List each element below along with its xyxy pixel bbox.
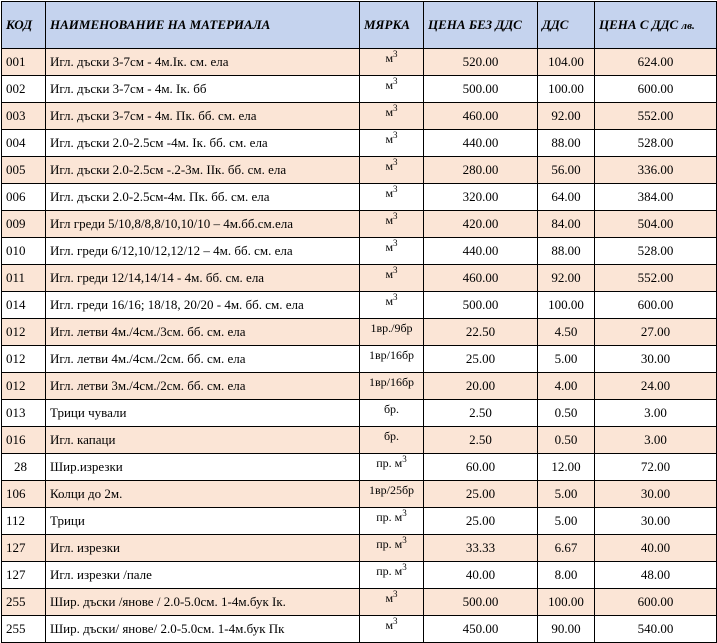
cell-price-with-vat: 30.00 [595, 508, 717, 535]
cell-unit [360, 346, 424, 373]
unit-base: пр. м [376, 510, 403, 524]
header-unit: МЯРКА [360, 2, 424, 49]
table-row [2, 535, 717, 562]
cell-code: 28 [2, 454, 46, 481]
cell-name: Трици чували [46, 400, 360, 427]
table-row [2, 562, 717, 589]
cell-price-with-vat: 30.00 [595, 346, 717, 373]
cell-unit [360, 589, 424, 616]
cell-name: Игл. дъски 3-7см - 4м. Ік. бб [46, 76, 360, 103]
cell-unit [360, 130, 424, 157]
unit-base: м [385, 213, 394, 227]
cell-name: Шир. дъски/ янове/ 2.0-5.0см. 1-4м.бук Пк [46, 616, 360, 643]
cell-code: 011 [2, 265, 46, 292]
cell-price-without-vat: 520.00 [424, 49, 538, 76]
cell-vat: 100.00 [538, 292, 595, 319]
unit-base: 1вр/16бр [368, 375, 415, 389]
cell-code: 009 [2, 211, 46, 238]
cell-price-with-vat: 600.00 [595, 589, 717, 616]
cell-vat: 88.00 [538, 238, 595, 265]
unit-base: м [385, 51, 394, 65]
cell-price-with-vat: 384.00 [595, 184, 717, 211]
cell-code: 106 [2, 481, 46, 508]
header-price-without-vat: ЦЕНА БЕЗ ДДС [424, 2, 538, 49]
cell-unit [360, 562, 424, 589]
unit-superscript: 3 [393, 211, 398, 221]
cell-code: 012 [2, 373, 46, 400]
cell-price-with-vat: 72.00 [595, 454, 717, 481]
table-row [2, 508, 717, 535]
cell-vat: 5.00 [538, 481, 595, 508]
cell-price-with-vat: 528.00 [595, 130, 717, 157]
cell-name: Игл. греди 12/14,14/14 - 4м. бб. см. ела [46, 265, 360, 292]
table-row [2, 589, 717, 616]
header-row [2, 2, 717, 49]
unit-base: бр. [383, 429, 400, 443]
unit-superscript: 3 [393, 157, 398, 167]
unit-superscript: 3 [402, 562, 407, 572]
cell-price-without-vat: 460.00 [424, 265, 538, 292]
cell-vat: 90.00 [538, 616, 595, 643]
cell-unit [360, 76, 424, 103]
cell-unit [360, 292, 424, 319]
cell-code: 255 [2, 616, 46, 643]
cell-unit [360, 103, 424, 130]
unit-base: пр. м [376, 564, 403, 578]
cell-vat: 100.00 [538, 589, 595, 616]
cell-price-without-vat: 25.00 [424, 481, 538, 508]
cell-price-without-vat: 25.00 [424, 346, 538, 373]
cell-price-without-vat: 420.00 [424, 211, 538, 238]
cell-price-without-vat: 40.00 [424, 562, 538, 589]
table-row [2, 130, 717, 157]
unit-base: м [385, 78, 394, 92]
cell-unit [360, 400, 424, 427]
cell-code: 127 [2, 562, 46, 589]
cell-price-with-vat: 336.00 [595, 157, 717, 184]
table-row [2, 157, 717, 184]
cell-vat: 0.50 [538, 427, 595, 454]
table-row [2, 454, 717, 481]
table-row [2, 292, 717, 319]
unit-base: м [385, 159, 394, 173]
cell-price-with-vat: 24.00 [595, 373, 717, 400]
cell-code: 002 [2, 76, 46, 103]
cell-price-without-vat: 440.00 [424, 130, 538, 157]
unit-base: м [385, 240, 394, 254]
unit-superscript: 3 [402, 454, 407, 464]
unit-superscript: 3 [402, 508, 407, 518]
cell-vat: 64.00 [538, 184, 595, 211]
cell-code: 012 [2, 346, 46, 373]
table-row [2, 76, 717, 103]
cell-price-with-vat: 528.00 [595, 238, 717, 265]
unit-base: м [385, 294, 394, 308]
cell-name: Трици [46, 508, 360, 535]
cell-price-with-vat: 540.00 [595, 616, 717, 643]
cell-price-without-vat: 22.50 [424, 319, 538, 346]
cell-price-with-vat: 600.00 [595, 292, 717, 319]
unit-superscript: 3 [402, 535, 407, 545]
table-row [2, 103, 717, 130]
cell-vat: 92.00 [538, 265, 595, 292]
cell-unit [360, 373, 424, 400]
header-price-with-vat [595, 2, 717, 49]
unit-base: м [385, 105, 394, 119]
cell-code: 016 [2, 427, 46, 454]
unit-base: пр. м [376, 456, 403, 470]
unit-base: 1вр/16бр [368, 348, 415, 362]
table-row [2, 346, 717, 373]
unit-superscript: 3 [393, 292, 398, 302]
cell-code: 255 [2, 589, 46, 616]
cell-price-without-vat: 280.00 [424, 157, 538, 184]
cell-unit [360, 319, 424, 346]
cell-unit [360, 616, 424, 643]
cell-price-without-vat: 500.00 [424, 292, 538, 319]
cell-vat: 4.00 [538, 373, 595, 400]
cell-name: Шир. дъски /янове / 2.0-5.0см. 1-4м.бук Ік. [46, 589, 360, 616]
unit-base: 1вр./9бр [370, 321, 413, 335]
table-row [2, 265, 717, 292]
cell-price-with-vat: 552.00 [595, 103, 717, 130]
unit-base: м [385, 267, 394, 281]
cell-unit [360, 427, 424, 454]
cell-unit [360, 481, 424, 508]
cell-unit [360, 265, 424, 292]
cell-vat: 84.00 [538, 211, 595, 238]
table-row [2, 400, 717, 427]
cell-code: 003 [2, 103, 46, 130]
cell-name: Игл. капаци [46, 427, 360, 454]
cell-vat: 92.00 [538, 103, 595, 130]
header-price-with-vat-currency: лв. [681, 20, 695, 32]
unit-superscript: 3 [393, 238, 398, 248]
price-list-table [1, 1, 717, 643]
cell-price-without-vat: 2.50 [424, 427, 538, 454]
cell-price-without-vat: 460.00 [424, 103, 538, 130]
cell-price-with-vat: 552.00 [595, 265, 717, 292]
cell-code: 006 [2, 184, 46, 211]
header-vat: ДДС [538, 2, 595, 49]
cell-unit [360, 535, 424, 562]
table-row [2, 319, 717, 346]
unit-base: 1вр/25бр [368, 483, 415, 497]
cell-vat: 56.00 [538, 157, 595, 184]
unit-superscript: 3 [393, 130, 398, 140]
cell-price-with-vat: 3.00 [595, 400, 717, 427]
cell-unit [360, 157, 424, 184]
unit-base: пр. м [376, 537, 403, 551]
unit-base: м [385, 618, 394, 632]
cell-name: Игл. летви 4м./4см./2см. бб. см. ела [46, 346, 360, 373]
cell-name: Игл. дъски 2.0-2.5см -.2-3м. ІІк. бб. см. ела [46, 157, 360, 184]
cell-price-with-vat: 504.00 [595, 211, 717, 238]
table-row [2, 211, 717, 238]
cell-unit [360, 238, 424, 265]
cell-vat: 88.00 [538, 130, 595, 157]
cell-name: Игл. летви 3м./4см./2см. бб. см. ела [46, 373, 360, 400]
table-row [2, 616, 717, 643]
cell-name: Игл. греди 6/12,10/12,12/12 – 4м. бб. см. ела [46, 238, 360, 265]
unit-base: м [385, 591, 394, 605]
cell-vat: 4.50 [538, 319, 595, 346]
cell-vat: 104.00 [538, 49, 595, 76]
cell-price-with-vat: 40.00 [595, 535, 717, 562]
unit-base: бр. [383, 402, 400, 416]
cell-vat: 12.00 [538, 454, 595, 481]
table-row [2, 373, 717, 400]
table-row [2, 49, 717, 76]
unit-superscript: 3 [393, 103, 398, 113]
table-row [2, 481, 717, 508]
cell-code: 127 [2, 535, 46, 562]
cell-vat: 5.00 [538, 508, 595, 535]
table-row [2, 427, 717, 454]
cell-vat: 6.67 [538, 535, 595, 562]
unit-base: м [385, 186, 394, 200]
cell-price-with-vat: 3.00 [595, 427, 717, 454]
cell-vat: 5.00 [538, 346, 595, 373]
cell-name: Игл. изрезки /пале [46, 562, 360, 589]
cell-price-without-vat: 450.00 [424, 616, 538, 643]
table-row [2, 184, 717, 211]
cell-name: Игл. дъски 3-7см - 4м. Пк. бб. см. ела [46, 103, 360, 130]
cell-price-with-vat: 27.00 [595, 319, 717, 346]
unit-superscript: 3 [393, 184, 398, 194]
cell-name: Игл. летви 4м./4см./3см. бб. см. ела [46, 319, 360, 346]
header-code: КОД [2, 2, 46, 49]
cell-code: 005 [2, 157, 46, 184]
cell-price-without-vat: 440.00 [424, 238, 538, 265]
cell-vat: 0.50 [538, 400, 595, 427]
cell-unit [360, 454, 424, 481]
cell-price-without-vat: 2.50 [424, 400, 538, 427]
cell-price-without-vat: 33.33 [424, 535, 538, 562]
cell-price-without-vat: 320.00 [424, 184, 538, 211]
cell-price-with-vat: 48.00 [595, 562, 717, 589]
cell-name: Игл. греди 16/16; 18/18, 20/20 - 4м. бб. см. ела [46, 292, 360, 319]
cell-name: Игл. дъски 3-7см - 4м.Ік. см. ела [46, 49, 360, 76]
cell-name: Колци до 2м. [46, 481, 360, 508]
cell-vat: 100.00 [538, 76, 595, 103]
unit-superscript: 3 [393, 589, 398, 599]
cell-code: 013 [2, 400, 46, 427]
unit-superscript: 3 [393, 265, 398, 275]
cell-code: 004 [2, 130, 46, 157]
cell-name: Игл греди 5/10,8/8,8/10,10/10 – 4м.бб.см.ела [46, 211, 360, 238]
cell-price-with-vat: 30.00 [595, 481, 717, 508]
cell-price-without-vat: 500.00 [424, 76, 538, 103]
cell-price-with-vat: 624.00 [595, 49, 717, 76]
unit-base: м [385, 132, 394, 146]
table-row [2, 238, 717, 265]
unit-superscript: 3 [393, 49, 398, 59]
cell-code: 012 [2, 319, 46, 346]
cell-name: Игл. дъски 2.0-2.5см-4м. Пк. бб. см. ела [46, 184, 360, 211]
cell-price-without-vat: 60.00 [424, 454, 538, 481]
cell-name: Игл. дъски 2.0-2.5см -4м. Ік. бб. см. ела [46, 130, 360, 157]
cell-price-with-vat: 600.00 [595, 76, 717, 103]
header-price-with-vat-label: ЦЕНА С ДДС [599, 17, 679, 32]
cell-unit [360, 184, 424, 211]
cell-name: Шир.изрезки [46, 454, 360, 481]
cell-price-without-vat: 25.00 [424, 508, 538, 535]
cell-unit [360, 508, 424, 535]
cell-code: 001 [2, 49, 46, 76]
cell-price-without-vat: 500.00 [424, 589, 538, 616]
cell-price-without-vat: 20.00 [424, 373, 538, 400]
header-name: НАИМЕНОВАНИЕ НА МАТЕРИАЛА [46, 2, 360, 49]
cell-unit [360, 211, 424, 238]
cell-code: 014 [2, 292, 46, 319]
cell-unit [360, 49, 424, 76]
cell-vat: 8.00 [538, 562, 595, 589]
cell-code: 112 [2, 508, 46, 535]
cell-name: Игл. изрезки [46, 535, 360, 562]
unit-superscript: 3 [393, 76, 398, 86]
unit-superscript: 3 [393, 616, 398, 626]
cell-code: 010 [2, 238, 46, 265]
